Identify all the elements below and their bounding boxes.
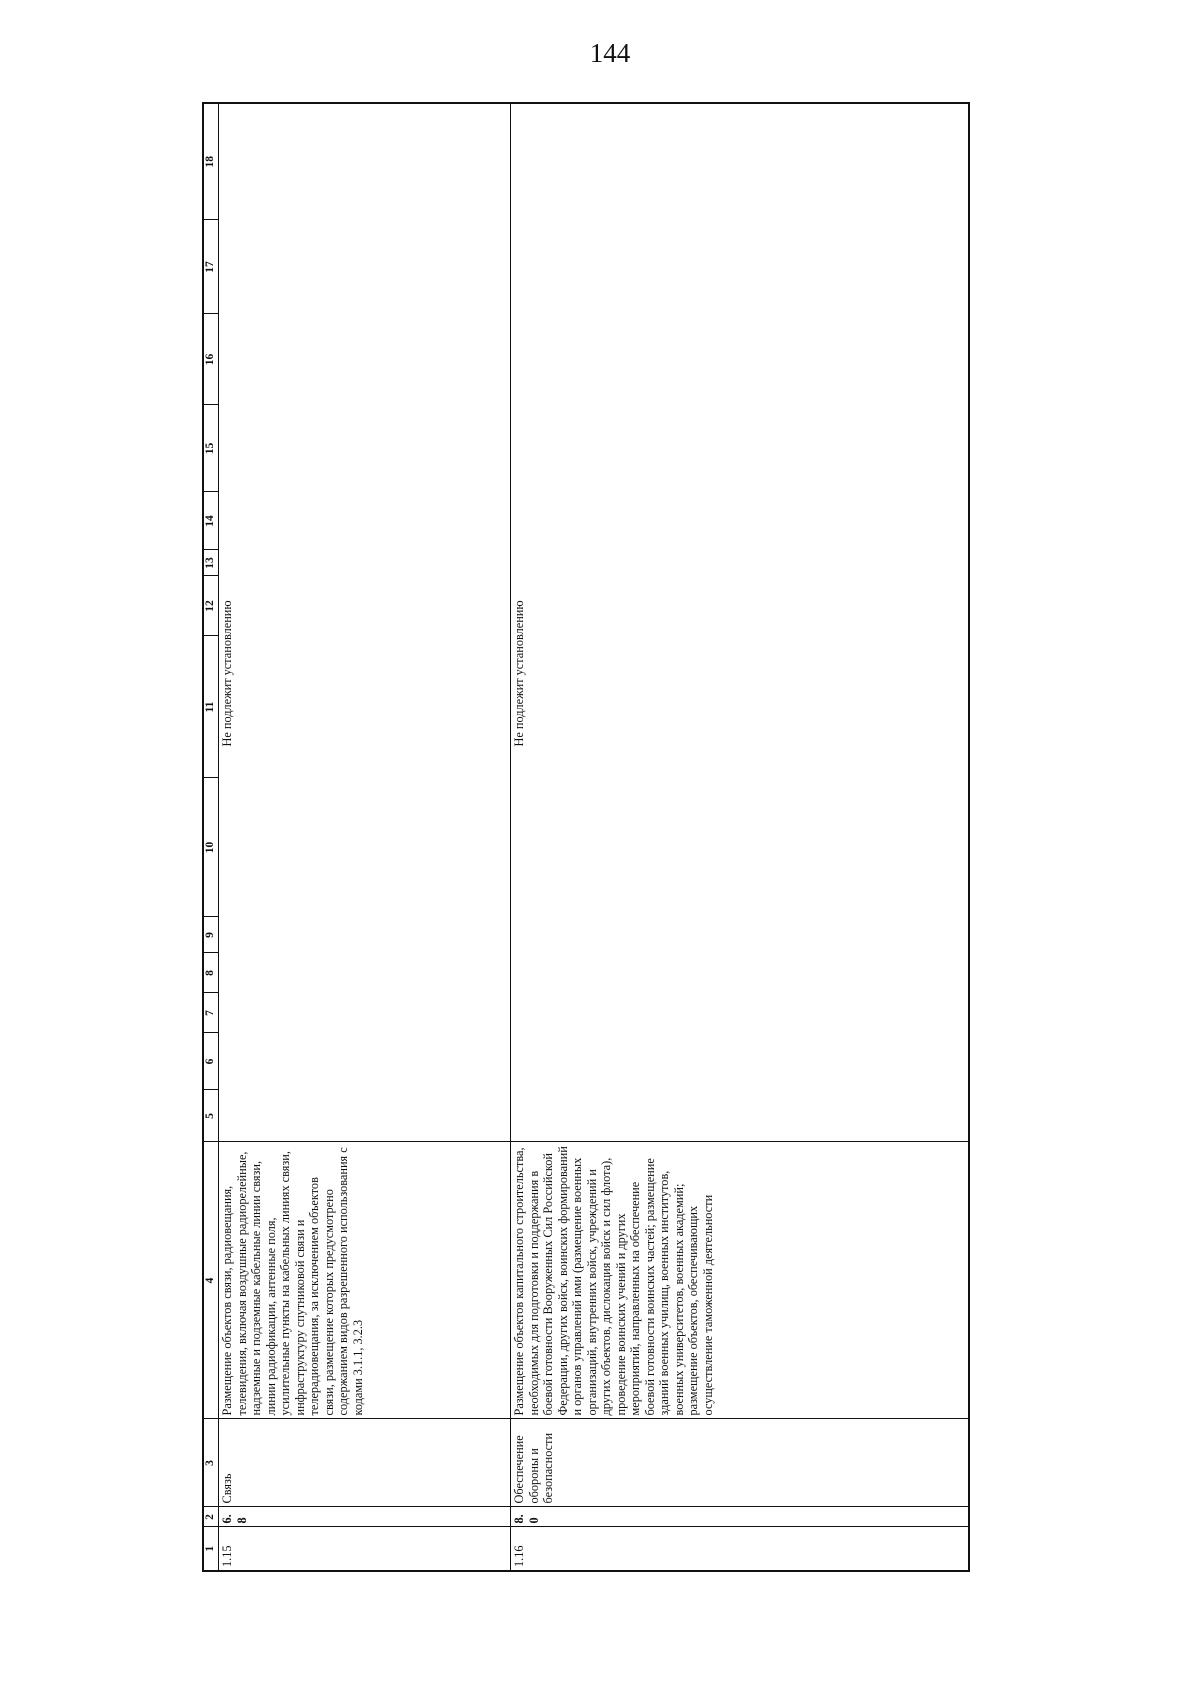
header-cell: 9 [203, 917, 219, 953]
row-status-text: Не подлежит установлению [220, 600, 234, 747]
row-description: Размещение объектов связи, радиовещания, телевидения, включая воздушные радиорелейные, надземные и подземные кабельные линии связи, линии радиофикации, антенные поля, усилительные пункты на кабельных линиях связи, инфраструктуру спутниковой связи и телерадиовещания, за исключением объектов связи, размещение которых предусмотрено содержанием видов разрешенного использования с кодами 3.1.1, 3.2.3 [219, 1142, 511, 1419]
header-cell: 17 [203, 220, 219, 314]
header-cell: 15 [203, 405, 219, 492]
header-cell: 11 [203, 636, 219, 778]
table-row [219, 103, 511, 1571]
page-number: 144 [589, 38, 631, 68]
header-cell: 3 [203, 1419, 219, 1507]
rotated-table-container [202, 104, 970, 1572]
header-cell: 5 [203, 1090, 219, 1142]
land-use-table [202, 102, 970, 1572]
header-cell: 16 [203, 314, 219, 405]
header-cell: 2 [203, 1507, 219, 1527]
row-status-text: Не подлежит установлению [512, 600, 526, 747]
row-status [511, 103, 970, 1142]
row-description: Размещение объектов капитального строительства, необходимых для подготовки и поддержания в боевой готовности Вооруженных Сил Российской Федерации, других войск, воинских формирований и органов управлений ими (размещение военных организаций, внутренних войск, учреждений и других объектов, дислокация войск и сил флота), проведение воинских учений и других мероприятий, направленных на обеспечение боевой готовности воинских частей; размещение зданий военных училищ, военных институтов, военных университетов, военных академий; размещение объектов, обеспечивающих осуществление таможенной деятельности [511, 1142, 970, 1419]
row-name: Обеспечение обороны и безопасности [511, 1419, 970, 1507]
row-status [219, 103, 511, 1142]
row-number: 1.16 [511, 1527, 970, 1571]
row-code: 6.8 [219, 1507, 511, 1527]
header-cell: 7 [203, 993, 219, 1033]
header-cell: 13 [203, 550, 219, 576]
header-cell: 4 [203, 1142, 219, 1419]
header-cell: 10 [203, 778, 219, 917]
header-cell: 14 [203, 492, 219, 550]
header-cell: 1 [203, 1527, 219, 1571]
table-row [511, 103, 970, 1571]
header-cell: 12 [203, 576, 219, 636]
header-cell: 18 [203, 103, 219, 220]
header-cell: 8 [203, 953, 219, 993]
header-cell: 6 [203, 1033, 219, 1090]
row-code: 8.0 [511, 1507, 970, 1527]
rotated-table-frame [202, 104, 970, 1572]
table-header-row [203, 103, 219, 1571]
row-number: 1.15 [219, 1527, 511, 1571]
row-name: Связь [219, 1419, 511, 1507]
